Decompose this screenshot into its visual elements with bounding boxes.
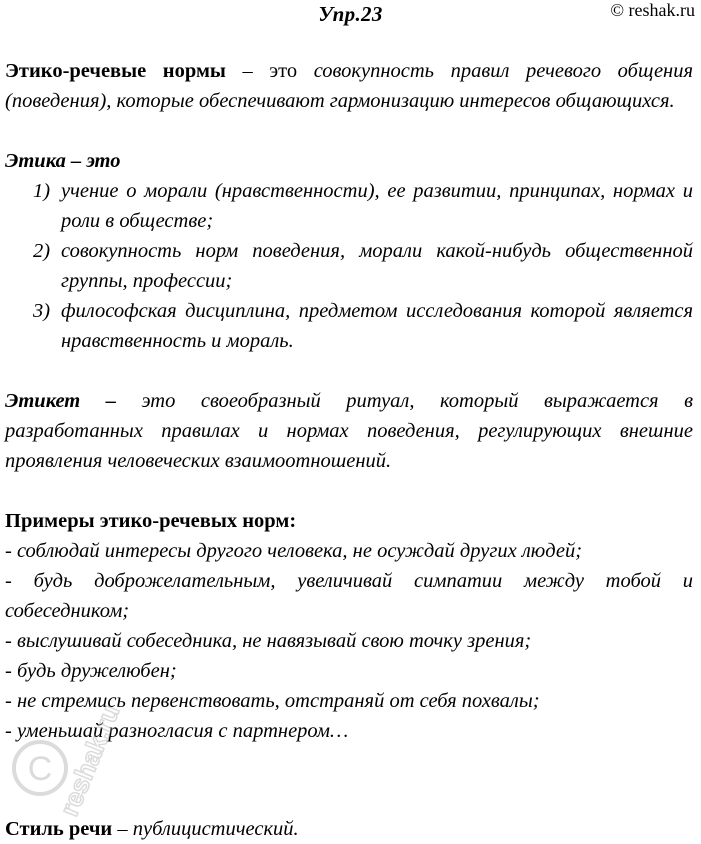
etiquette-definition xyxy=(5,386,693,476)
speech-style-label: Стиль речи xyxy=(5,818,113,840)
seal-text: reshak.ru xyxy=(53,700,126,821)
speech-norms-text: совокупность правил речевого общения (поведения), которые обеспечивают гармонизацию интересов общающихся. xyxy=(5,60,693,112)
list-item: - выслушивай собеседника, не навязывай свою точку зрения; xyxy=(5,630,532,652)
speech-norms-dash: – это xyxy=(225,60,314,82)
etiquette-term: Этикет – xyxy=(5,390,117,412)
page-header xyxy=(0,0,701,30)
list-item: - соблюдай интересы другого человека, не осуждай других людей; xyxy=(5,540,583,562)
site-watermark: © reshak.ru xyxy=(610,0,695,20)
speech-style-value: – публицистический. xyxy=(112,818,299,840)
ethics-list xyxy=(5,176,693,356)
exercise-title: Упр.23 xyxy=(318,2,383,26)
list-item-text: совокупность норм поведения, морали какой-нибудь общественной группы, профессии; xyxy=(61,240,693,292)
copyright-circle-icon xyxy=(14,742,66,794)
speech-norms-definition xyxy=(5,56,693,116)
list-item: - будь доброжелательным, увеличивай симпатии между тобой и собеседником; xyxy=(5,570,693,622)
speech-style-line xyxy=(5,814,299,844)
list-item-text: философская дисциплина, предметом исследования которой является нравственность и мораль. xyxy=(61,300,693,352)
ethics-heading xyxy=(5,146,693,176)
list-item: - будь дружелюбен; xyxy=(5,660,177,682)
list-item-text: учение о морали (нравственности), ее развитии, принципах, нормах и роли в обществе; xyxy=(61,180,693,232)
list-item xyxy=(5,236,693,296)
ethics-heading-text: Этика – это xyxy=(5,150,121,172)
list-item xyxy=(5,176,693,236)
examples-section xyxy=(5,506,693,746)
etiquette-text: это своеобразный ритуал, который выражается в разработанных правилах и нормах поведения, регулирующих внешние проявления человеческих взаимоотношений. xyxy=(5,390,693,472)
list-item xyxy=(5,296,693,356)
list-item-number: 3) xyxy=(33,300,51,322)
speech-norms-term: Этико-речевые нормы xyxy=(5,60,226,82)
document-body xyxy=(5,56,693,746)
examples-heading xyxy=(5,506,693,536)
ethics-section xyxy=(5,146,693,356)
copyright-letter: C xyxy=(27,750,53,788)
examples-heading-text: Примеры этико-речевых норм: xyxy=(5,510,297,532)
list-item-number: 1) xyxy=(33,180,51,202)
list-item-number: 2) xyxy=(33,240,51,262)
list-item: - не стремись первенствовать, отстраняй от себя похвалы; xyxy=(5,690,540,712)
list-item: - уменьшай разногласия с партнером… xyxy=(5,720,349,742)
